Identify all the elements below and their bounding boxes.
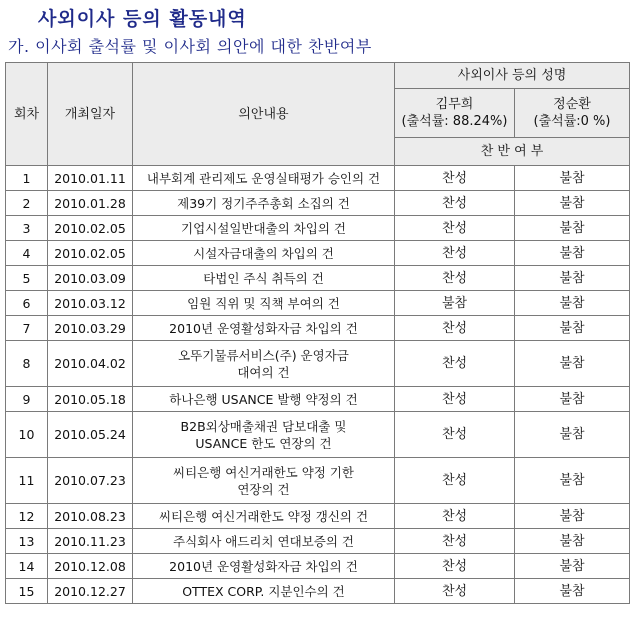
row-date: 2010.12.27 xyxy=(48,579,133,604)
director1-name: 김무희 xyxy=(435,97,474,112)
row-agenda: 임원 직위 및 직책 부여의 건 xyxy=(133,291,395,316)
row-no: 2 xyxy=(6,191,48,216)
row-agenda xyxy=(133,458,395,504)
row-vote-director1: 찬성 xyxy=(395,216,515,241)
header-director2 xyxy=(515,89,630,138)
row-agenda: 2010년 운영활성화자금 차입의 건 xyxy=(133,554,395,579)
activity-table xyxy=(5,62,630,604)
director2-name: 정순환 xyxy=(553,97,591,112)
table-row xyxy=(6,241,630,266)
row-date: 2010.08.23 xyxy=(48,504,133,529)
table-row xyxy=(6,387,630,412)
page-title: 사외이사 등의 활동내역 xyxy=(38,8,247,30)
row-vote-director1: 찬성 xyxy=(395,529,515,554)
row-agenda xyxy=(133,341,395,387)
table-row xyxy=(6,191,630,216)
row-vote-director2: 불참 xyxy=(515,266,630,291)
row-agenda-line: 씨티은행 여신거래한도 약정 기한 xyxy=(173,464,354,480)
row-agenda-line: 오뚜기물류서비스(주) 운영자금 xyxy=(178,347,349,363)
row-vote-director2: 불참 xyxy=(515,387,630,412)
row-vote-director1: 찬성 xyxy=(395,387,515,412)
table-row xyxy=(6,216,630,241)
row-vote-director1: 찬성 xyxy=(395,166,515,191)
row-vote-director1: 찬성 xyxy=(395,504,515,529)
row-date: 2010.02.05 xyxy=(48,241,133,266)
row-vote-director2: 불참 xyxy=(515,291,630,316)
header-vote: 찬 반 여 부 xyxy=(395,138,630,166)
row-agenda: 하나은행 USANCE 발행 약정의 건 xyxy=(133,387,395,412)
header-agenda: 의안내용 xyxy=(133,63,395,166)
row-no: 1 xyxy=(6,166,48,191)
row-vote-director1: 찬성 xyxy=(395,412,515,458)
row-agenda: 주식회사 애드리치 연대보증의 건 xyxy=(133,529,395,554)
row-no: 8 xyxy=(6,341,48,387)
row-agenda-line: 대여의 건 xyxy=(237,364,290,380)
row-agenda: 2010년 운영활성화자금 차입의 건 xyxy=(133,316,395,341)
row-no: 5 xyxy=(6,266,48,291)
row-no: 11 xyxy=(6,458,48,504)
row-vote-director1: 찬성 xyxy=(395,241,515,266)
row-vote-director2: 불참 xyxy=(515,554,630,579)
row-date: 2010.03.09 xyxy=(48,266,133,291)
row-date: 2010.02.05 xyxy=(48,216,133,241)
table-row xyxy=(6,291,630,316)
row-date: 2010.03.12 xyxy=(48,291,133,316)
header-director-group: 사외이사 등의 성명 xyxy=(395,63,630,89)
row-vote-director1: 찬성 xyxy=(395,316,515,341)
table-row xyxy=(6,529,630,554)
header-no: 회차 xyxy=(6,63,48,166)
row-date: 2010.03.29 xyxy=(48,316,133,341)
row-vote-director1: 불참 xyxy=(395,291,515,316)
section-subtitle: 가. 이사회 출석률 및 이사회 의안에 대한 찬반여부 xyxy=(8,37,372,56)
row-agenda xyxy=(133,412,395,458)
row-vote-director1: 찬성 xyxy=(395,579,515,604)
row-date: 2010.04.02 xyxy=(48,341,133,387)
row-vote-director2: 불참 xyxy=(515,216,630,241)
row-date: 2010.01.28 xyxy=(48,191,133,216)
table-row xyxy=(6,579,630,604)
row-agenda: 제39기 정기주주총회 소집의 건 xyxy=(133,191,395,216)
row-agenda: 기업시설일반대출의 차입의 건 xyxy=(133,216,395,241)
director2-rate: (출석률:0 %) xyxy=(533,114,611,129)
row-date: 2010.05.18 xyxy=(48,387,133,412)
row-no: 15 xyxy=(6,579,48,604)
row-vote-director2: 불참 xyxy=(515,166,630,191)
row-vote-director2: 불참 xyxy=(515,241,630,266)
row-no: 9 xyxy=(6,387,48,412)
row-no: 7 xyxy=(6,316,48,341)
row-agenda: 씨티은행 여신거래한도 약정 갱신의 건 xyxy=(133,504,395,529)
row-no: 14 xyxy=(6,554,48,579)
row-date: 2010.07.23 xyxy=(48,458,133,504)
row-agenda: OTTEX CORP. 지분인수의 건 xyxy=(133,579,395,604)
table-row xyxy=(6,266,630,291)
row-no: 4 xyxy=(6,241,48,266)
row-agenda: 내부회계 관리제도 운영실태평가 승인의 건 xyxy=(133,166,395,191)
row-date: 2010.11.23 xyxy=(48,529,133,554)
row-vote-director2: 불참 xyxy=(515,579,630,604)
row-agenda-line: USANCE 한도 연장의 건 xyxy=(195,435,332,451)
row-vote-director1: 찬성 xyxy=(395,266,515,291)
table-row xyxy=(6,554,630,579)
row-vote-director1: 찬성 xyxy=(395,341,515,387)
row-date: 2010.01.11 xyxy=(48,166,133,191)
row-vote-director1: 찬성 xyxy=(395,191,515,216)
row-agenda-line: B2B외상매출채권 담보대출 및 xyxy=(180,418,347,434)
row-no: 12 xyxy=(6,504,48,529)
row-vote-director2: 불참 xyxy=(515,412,630,458)
table-row xyxy=(6,316,630,341)
row-vote-director2: 불참 xyxy=(515,191,630,216)
table-row xyxy=(6,341,630,387)
table-row xyxy=(6,412,630,458)
header-director1 xyxy=(395,89,515,138)
table-row xyxy=(6,504,630,529)
row-no: 6 xyxy=(6,291,48,316)
row-vote-director2: 불참 xyxy=(515,341,630,387)
row-no: 13 xyxy=(6,529,48,554)
row-date: 2010.05.24 xyxy=(48,412,133,458)
row-vote-director2: 불참 xyxy=(515,529,630,554)
row-agenda-line: 연장의 건 xyxy=(237,481,290,497)
table-row xyxy=(6,166,630,191)
row-agenda: 시설자금대출의 차입의 건 xyxy=(133,241,395,266)
row-agenda: 타법인 주식 취득의 건 xyxy=(133,266,395,291)
row-vote-director2: 불참 xyxy=(515,504,630,529)
row-no: 10 xyxy=(6,412,48,458)
row-vote-director1: 찬성 xyxy=(395,554,515,579)
director1-rate: (출석률: 88.24%) xyxy=(401,114,508,129)
header-date: 개최일자 xyxy=(48,63,133,166)
table-row xyxy=(6,458,630,504)
row-no: 3 xyxy=(6,216,48,241)
row-vote-director2: 불참 xyxy=(515,316,630,341)
row-date: 2010.12.08 xyxy=(48,554,133,579)
row-vote-director1: 찬성 xyxy=(395,458,515,504)
row-vote-director2: 불참 xyxy=(515,458,630,504)
